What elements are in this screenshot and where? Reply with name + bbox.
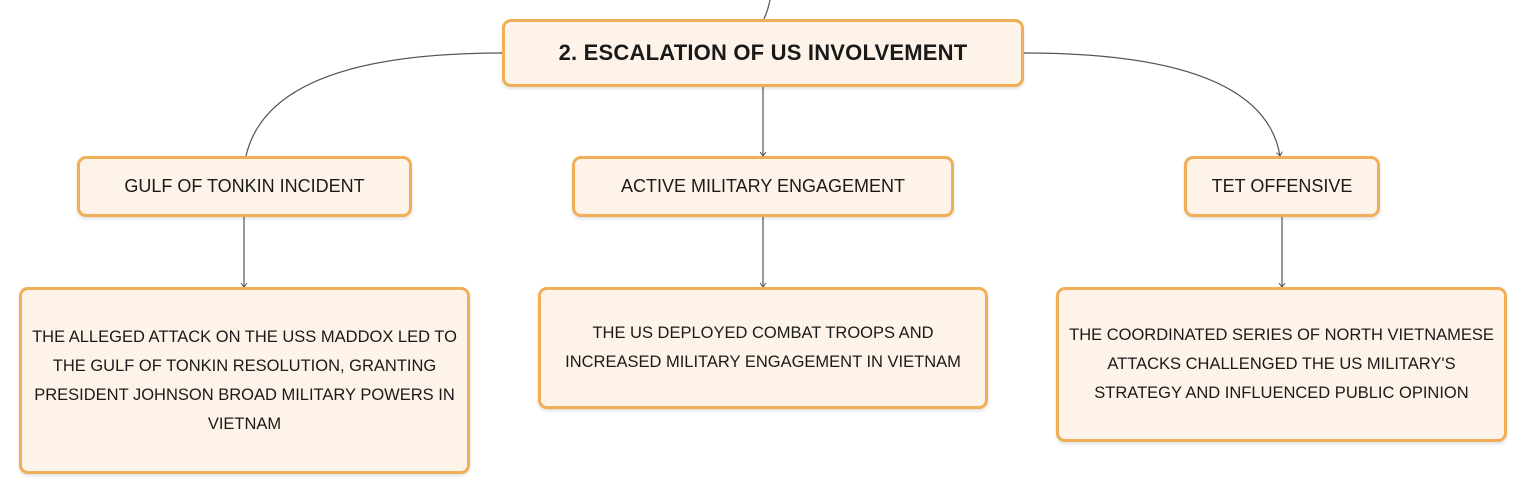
detail-node-gulf-of-tonkin[interactable] bbox=[19, 287, 470, 474]
topic-node-active-military-engagement[interactable] bbox=[572, 156, 954, 217]
connector-root-to-topic-3 bbox=[1024, 53, 1280, 156]
topic-node-label: ACTIVE MILITARY ENGAGEMENT bbox=[620, 176, 906, 196]
topic-node-label: TET OFFENSIVE bbox=[1211, 176, 1353, 196]
topic-node-tet-offensive[interactable] bbox=[1184, 156, 1380, 217]
parent-connector bbox=[764, 0, 770, 19]
topic-node-label: GULF OF TONKIN INCIDENT bbox=[124, 176, 365, 196]
connector-root-to-topic-1 bbox=[246, 53, 502, 156]
detail-node-text: THE US DEPLOYED COMBAT TROOPS AND INCREASED MILITARY ENGAGEMENT IN VIETNAM bbox=[565, 324, 961, 371]
detail-node-text: THE COORDINATED SERIES OF NORTH VIETNAMESE ATTACKS CHALLENGED THE US MILITARY'S STRATEGY AND INFLUENCED PUBLIC OPINION bbox=[1069, 326, 1494, 402]
root-node[interactable] bbox=[502, 19, 1024, 87]
detail-node-active-military-engagement[interactable] bbox=[538, 287, 988, 409]
detail-node-tet-offensive[interactable] bbox=[1056, 287, 1507, 442]
detail-node-text: THE ALLEGED ATTACK ON THE USS MADDOX LED TO THE GULF OF TONKIN RESOLUTION, GRANTING PRESIDENT JOHNSON BROAD MILITARY POWERS IN VIETNAM bbox=[32, 327, 457, 433]
root-node-label: 2. ESCALATION OF US INVOLVEMENT bbox=[558, 40, 968, 65]
topic-node-gulf-of-tonkin[interactable] bbox=[77, 156, 412, 217]
